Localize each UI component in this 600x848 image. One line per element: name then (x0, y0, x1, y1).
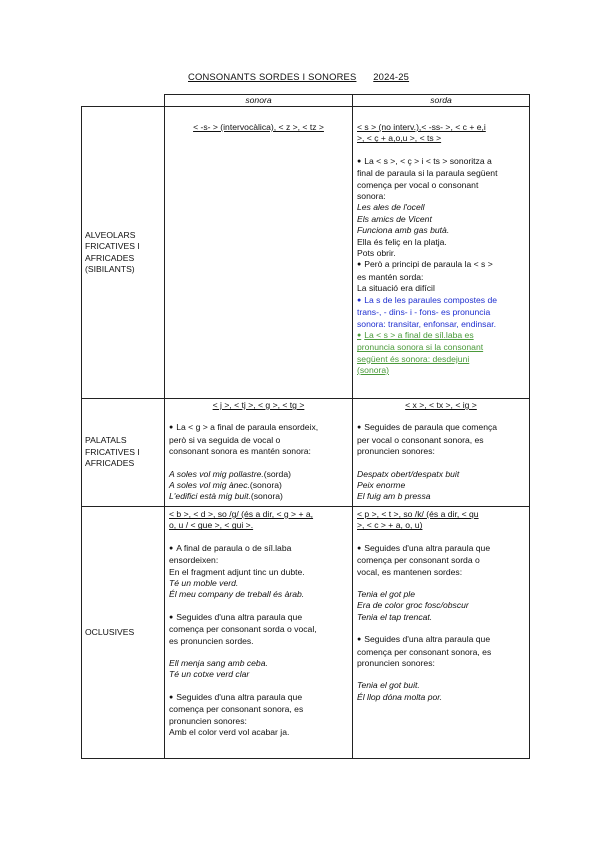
row-oclusives (82, 507, 530, 759)
alveolars-sorda-intro (357, 156, 525, 203)
text-line: La situació era difícil (357, 283, 435, 294)
oclusives-sonora-p2-examples (169, 658, 348, 681)
label-line: AFRICADES (85, 252, 135, 263)
text-line: comença per vocal o consonant (357, 179, 479, 190)
text-line: ● Seguides d'una altra paraula que (357, 634, 525, 646)
example-line: A soles vol mig ànec.(sonora) (169, 480, 282, 491)
label-line: AFRICADES (85, 458, 135, 469)
text-line: comença per consonant sorda o vocal, (169, 624, 317, 635)
example-line: Tenia el got ple (357, 589, 415, 600)
example-line: Tenia el tap trencat. (357, 611, 433, 622)
text-line: ensordeixen: (169, 555, 219, 566)
palatals-sonora-examples (169, 469, 348, 503)
oclusives-sonora-p2 (169, 612, 348, 647)
palatals-sonora-cell (165, 399, 353, 507)
example-line: Té un cotxe verd clar (169, 669, 250, 680)
text-line: comença per consonant sonora, es (357, 646, 492, 657)
oclusives-sorda-p1 (357, 543, 525, 578)
label-oclusives: OCLUSIVES (82, 507, 165, 759)
example-line: Él llop dóna molta por. (357, 691, 443, 702)
alveolars-sorda-cell (353, 107, 530, 399)
example-line: L'edifici està mig buit.(sonora) (169, 491, 283, 502)
label-line: FRICATIVES I (85, 241, 140, 251)
alveolars-sorda-examples (357, 202, 525, 236)
oclusives-sonora-head (169, 509, 348, 532)
text-line: es mantén sorda: (357, 271, 424, 282)
label-alveolars (82, 107, 165, 399)
palatals-sorda-head: < x >, < tx >, < ig > (405, 400, 477, 410)
palatals-sonora-head: < j >, < tj >, < g >, < tg > (212, 400, 305, 410)
example-line: Peix enorme (357, 480, 406, 491)
alveolars-sorda-but (357, 259, 525, 294)
oclusives-sonora-p1 (169, 543, 348, 567)
example-line: El fuig am b pressa (357, 491, 431, 502)
head-line: < p >, < t >, so /k/ (és a dir, < qu (357, 509, 479, 519)
label-palatals (82, 399, 165, 507)
text-line: sonora: (357, 191, 386, 202)
text-line: vocal, es mantenen sordes: (357, 566, 463, 577)
example-line: Ell menja sang amb ceba. (169, 658, 268, 669)
text-line: ● Seguides d'una altra paraula que (169, 692, 348, 704)
title-text: CONSONANTS SORDES I SONORES (188, 71, 357, 82)
text-line: trans-, - dins- i - fons- es pronuncia (357, 307, 491, 318)
label-line: PALATALS (85, 435, 127, 446)
blank-header-cell (82, 95, 165, 107)
text-line: pronuncien sonores: (169, 715, 247, 726)
palatals-sorda-cell (353, 399, 530, 507)
example-line: Funciona amb gas butà. (357, 225, 450, 236)
oclusives-sonora-p3 (169, 692, 348, 727)
alveolars-sonora-head: < -s- > (intervocàlica), < z >, < tz > (193, 122, 324, 132)
palatals-sonora-text (169, 422, 348, 457)
alveolars-sorda-head (357, 122, 525, 145)
text-line: ● Però a principi de paraula la < s > (357, 259, 525, 271)
text-line: comença per consonant sonora, es (169, 704, 304, 715)
head-line: o, u / < gue >, < gui >. (169, 520, 254, 531)
text-line: ● A final de paraula o de síl.laba (169, 543, 348, 555)
label-line: (SIBILANTS) (85, 264, 135, 274)
alveolars-sorda-blue-note (357, 295, 525, 330)
consonants-table (81, 94, 530, 759)
text-line: (sonora) (357, 365, 389, 376)
text-line: pronuncia sonora si la consonant (357, 342, 484, 353)
text-line: pronuncien sonores: (357, 446, 435, 457)
example-line: Amb el color verd vol acabar ja. (169, 727, 290, 738)
text-line: final de paraula si la paraula següent (357, 168, 498, 179)
header-sonora: sonora (165, 95, 353, 107)
text-line: pronuncien sonores: (357, 658, 435, 669)
head-line: < s > (no interv.),< -ss- >, < c + e,i (357, 122, 486, 132)
text-line: es pronuncien sordes. (169, 635, 254, 646)
oclusives-sorda-cell (353, 507, 530, 759)
oclusives-sonora-p1-examples (169, 578, 348, 601)
text-line: ● Seguides d'una altra paraula que (357, 543, 525, 555)
example-line: Despatx obert/despatx buit (357, 468, 460, 479)
example-line: Era de color groc fosc/obscur (357, 600, 469, 611)
oclusives-sorda-p1-examples (357, 589, 525, 623)
text-line: però si va seguida de vocal o (169, 434, 281, 445)
label-line: FRICATIVES I (85, 446, 140, 457)
text-line: ● La < s > a final de síl.laba es (357, 330, 525, 342)
example-line: Él meu company de treball és àrab. (169, 589, 305, 600)
text-line: sonora: transitar, enfonsar, endinsar. (357, 318, 497, 329)
row-palatals (82, 399, 530, 507)
head-line: >, < ç + a,o,u >, < ts > (357, 133, 442, 144)
example-line: Tenia el got buit. (357, 680, 420, 691)
label-line: ALVEOLARS (85, 229, 136, 240)
text-line: següent és sonora: desdejuni (357, 353, 470, 364)
example-line: A soles vol mig pollastre.(sorda) (169, 468, 291, 479)
text-line: ● La < s >, < ç > i < ts > sonoritza a (357, 156, 525, 168)
text-line: consonant sonora es mantén sonora: (169, 446, 311, 457)
text-line: ● Seguides d'una altra paraula que (169, 612, 348, 624)
title-year: 2024-25 (373, 71, 410, 82)
palatals-sorda-text (357, 422, 525, 457)
example-line: Té un moble verd. (169, 578, 239, 589)
text-line: per vocal o consonant sonora, es (357, 434, 484, 445)
example-line: Pots obrir. (357, 248, 396, 259)
alveolars-sorda-green-note (357, 330, 525, 377)
head-line: >, < c > + a, o, u) (357, 520, 423, 531)
palatals-sorda-examples (357, 469, 525, 503)
head-line: < b >, < d >, so /g/ (és a dir, < g > + a, (169, 509, 314, 519)
example-line: Els amics de Vicent (357, 213, 432, 224)
oclusives-sorda-p2-examples (357, 680, 525, 703)
example-line: Les ales de l'ocell (357, 202, 425, 213)
alveolars-sonora-cell (165, 107, 353, 399)
document-title (188, 71, 409, 82)
oclusives-sorda-p2 (357, 634, 525, 669)
oclusives-sorda-head (357, 509, 525, 532)
row-alveolars (82, 107, 530, 399)
text-line: ● La < g > a final de paraula ensordeix, (169, 422, 348, 434)
oclusives-sonora-cell (165, 507, 353, 759)
header-row (82, 95, 530, 107)
alveolars-sorda-examples2 (357, 237, 525, 260)
text-line: En el fragment adjunt tinc un dubte. (169, 566, 305, 577)
text-line: ● La s de les paraules compostes de (357, 295, 525, 307)
header-sorda: sorda (353, 95, 530, 107)
example-line: Ella és feliç en la platja. (357, 236, 447, 247)
text-line: comença per consonant sorda o (357, 555, 480, 566)
text-line: ● Seguides de paraula que comença (357, 422, 525, 434)
